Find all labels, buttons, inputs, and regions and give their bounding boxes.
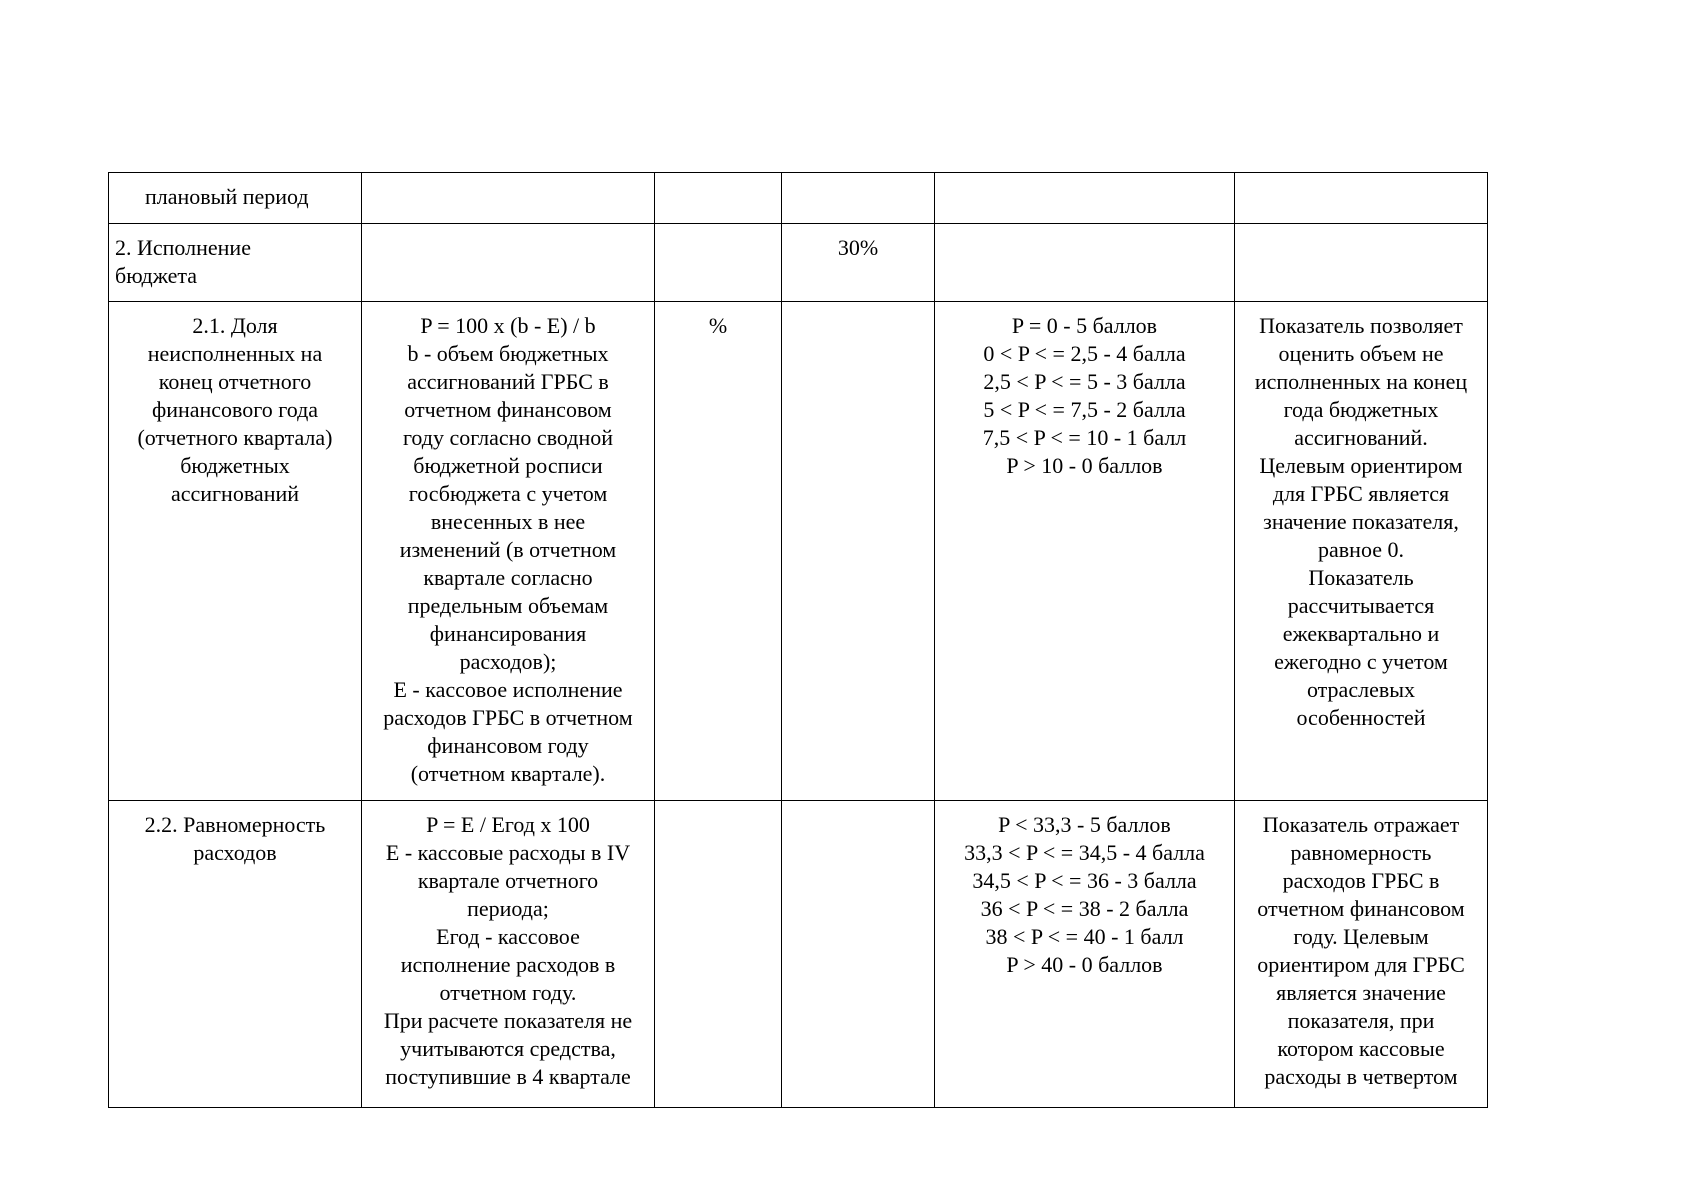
unit-cell	[655, 801, 782, 1108]
table-row	[109, 302, 1488, 801]
indicator-cell	[109, 801, 362, 1108]
scores-cell	[935, 173, 1235, 224]
formula-text: P = 100 x (b - E) / b b - объем бюджетных ассигнований ГРБС в отчетном финансовом году согласно сводной бюджетной росписи госбюджета с учетом внесенных в нее изменений (в отчетном квартале согласно предельным объемам финансирования расходов); E - кассовое исполнение расходов ГРБС в отчетном финансовом году (отчетном квартале).	[383, 313, 633, 786]
unit-text: %	[708, 313, 728, 338]
table-row	[109, 173, 1488, 224]
comment-text: Показатель позволяет оценить объем не исполненных на конец года бюджетных ассигнований. Целевым ориентиром для ГРБС является значение показателя, равное 0. Показатель рассчитывается ежеквартально и ежегодно с учетом отраслевых особенностей	[1254, 313, 1468, 730]
weight-cell	[782, 302, 935, 801]
indicator-cell	[109, 302, 362, 801]
indicator-text: 2.1. Доля неисполненных на конец отчетного финансового года (отчетного квартала) бюджетных ассигнований	[137, 313, 333, 506]
unit-cell	[655, 302, 782, 801]
comment-text: Показатель отражает равномерность расходов ГРБС в отчетном финансовом году. Целевым ориентиром для ГРБС является значение показателя, при котором кассовые расходы в четвертом	[1257, 812, 1465, 1089]
comment-cell	[1235, 224, 1488, 302]
comment-cell	[1235, 302, 1488, 801]
scores-cell	[935, 801, 1235, 1108]
indicator-cell	[109, 173, 362, 224]
comment-cell	[1235, 173, 1488, 224]
weight-text: 30%	[837, 235, 879, 260]
formula-cell	[362, 302, 655, 801]
indicator-cell	[109, 224, 362, 302]
unit-cell	[655, 173, 782, 224]
scores-text: P < 33,3 - 5 баллов 33,3 < P < = 34,5 - 4 балла 34,5 < P < = 36 - 3 балла 36 < P < = 38 - 2 балла 38 < P < = 40 - 1 балл P > 40 - 0 баллов	[964, 812, 1205, 977]
formula-cell	[362, 173, 655, 224]
table-row	[109, 801, 1488, 1108]
formula-cell	[362, 224, 655, 302]
comment-cell	[1235, 801, 1488, 1108]
scores-cell	[935, 302, 1235, 801]
formula-text: P = E / Eгод x 100 E - кассовые расходы в IV квартале отчетного периода; Eгод - кассовое исполнение расходов в отчетном году. При расчете показателя не учитываются средства, поступившие в 4 квартале	[383, 812, 633, 1089]
indicators-table	[108, 172, 1488, 1108]
weight-cell	[782, 801, 935, 1108]
indicator-text: 2.2. Равномерность расходов	[144, 812, 326, 865]
scores-text: P = 0 - 5 баллов 0 < P < = 2,5 - 4 балла 2,5 < P < = 5 - 3 балла 5 < P < = 7,5 - 2 балла 7,5 < P < = 10 - 1 балл P > 10 - 0 баллов	[982, 313, 1187, 478]
indicator-text: 2. Исполнение бюджета	[115, 235, 251, 288]
unit-cell	[655, 224, 782, 302]
table-row	[109, 224, 1488, 302]
weight-cell	[782, 224, 935, 302]
indicator-text: плановый период	[145, 184, 309, 209]
scores-cell	[935, 224, 1235, 302]
formula-cell	[362, 801, 655, 1108]
weight-cell	[782, 173, 935, 224]
